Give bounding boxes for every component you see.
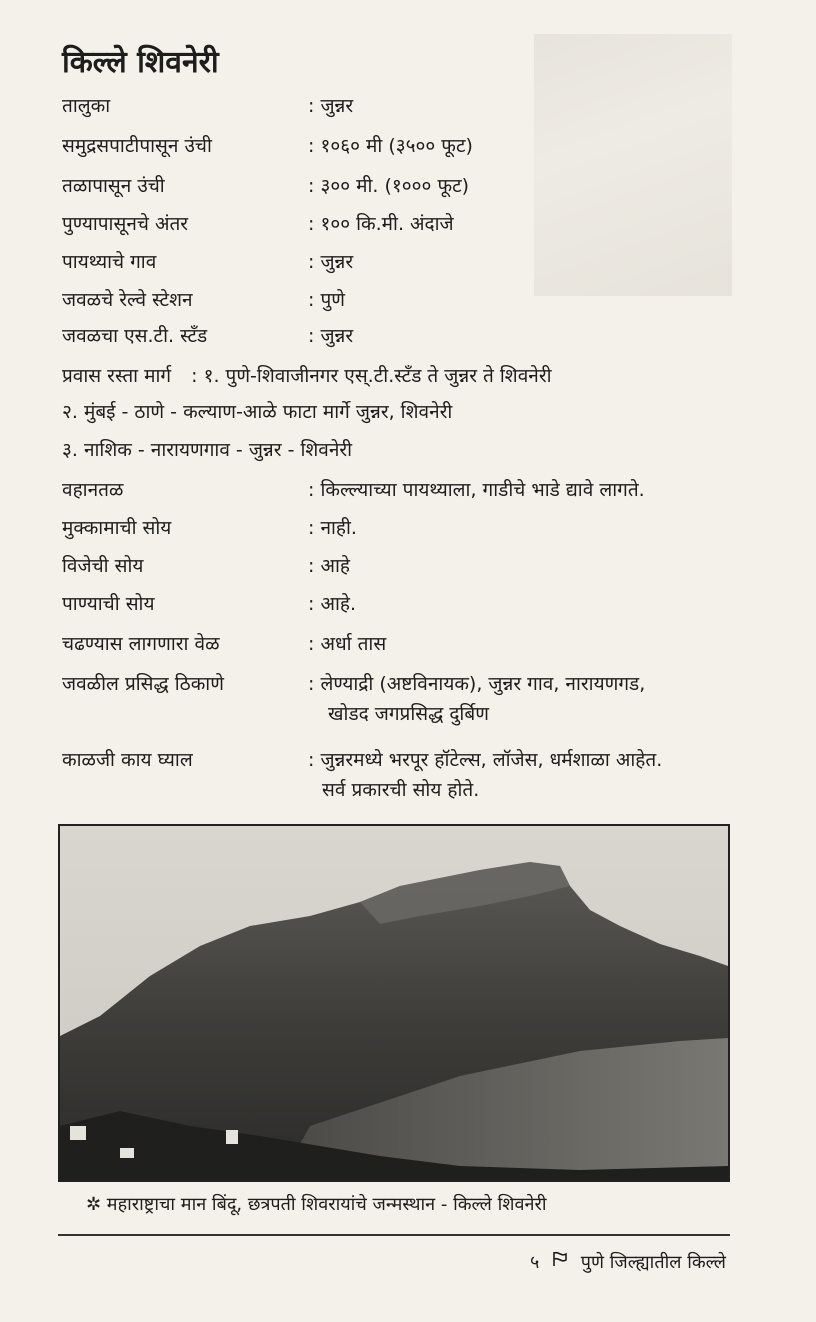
fact-label: पाण्याची सोय xyxy=(62,593,155,615)
fact-value: : आहे. xyxy=(308,593,356,615)
fact-value: : लेण्याद्री (अष्टविनायक), जुन्नर गाव, नारायणगड, xyxy=(308,673,646,695)
route-text: २. मुंबई - ठाणे - कल्याण-आळे फाटा मार्गे जुन्नर, शिवनेरी xyxy=(62,401,453,423)
photo-caption: ✲ महाराष्ट्राचा मान बिंदू, छत्रपती शिवरायांचे जन्मस्थान - किल्ले शिवनेरी xyxy=(86,1194,547,1215)
route-label: प्रवास रस्ता मार्ग xyxy=(62,365,172,387)
fact-label: जवळचे रेल्वे स्टेशन xyxy=(62,289,193,311)
fact-value: : जुन्नर xyxy=(308,95,354,117)
fact-value-continued: सर्व प्रकारची सोय होते. xyxy=(322,779,480,801)
fact-label: जवळील प्रसिद्ध ठिकाणे xyxy=(62,673,224,695)
fact-value: : किल्ल्याच्या पायथ्याला, गाडीचे भाडे द्यावे लागते. xyxy=(308,479,645,501)
route-text: : १. पुणे-शिवाजीनगर एस्.टी.स्टँड ते जुन्नर ते शिवनेरी xyxy=(191,365,552,387)
fact-value: : अर्धा तास xyxy=(308,633,387,655)
fact-label: समुद्रसपाटीपासून उंची xyxy=(62,135,212,157)
fact-value: : आहे xyxy=(308,555,350,577)
house xyxy=(226,1130,238,1144)
fact-value: : जुन्नरमध्ये भरपूर हॉटेल्स, लॉजेस, धर्मशाळा आहेत. xyxy=(308,749,663,771)
fort-hill-illustration xyxy=(60,826,728,1180)
fact-value: : जुन्नर xyxy=(308,251,354,273)
page-footer xyxy=(530,1250,726,1274)
fact-value: : पुणे xyxy=(308,289,345,311)
fact-label: काळजी काय घ्याल xyxy=(62,749,193,771)
fact-label: चढण्यास लागणारा वेळ xyxy=(62,633,220,655)
fact-value: : १०६० मी (३५०० फूट) xyxy=(308,135,473,157)
fact-value: : जुन्नर xyxy=(308,325,354,347)
route-line-1 xyxy=(62,362,552,388)
running-title: पुणे जिल्ह्यातील किल्ले xyxy=(580,1252,726,1273)
footer-rule xyxy=(58,1234,730,1236)
fort-photograph xyxy=(58,824,730,1182)
house xyxy=(120,1148,134,1158)
fact-value: : नाही. xyxy=(308,517,357,539)
bleed-through-photo xyxy=(534,34,732,296)
fact-label: मुक्कामाची सोय xyxy=(62,517,172,539)
fact-label: विजेची सोय xyxy=(62,555,144,577)
page-title: किल्ले शिवनेरी xyxy=(62,45,219,80)
route-line-2 xyxy=(62,398,452,424)
fact-value: : ३०० मी. (१००० फूट) xyxy=(308,175,470,197)
house xyxy=(70,1126,86,1140)
page-number: ५ xyxy=(529,1252,540,1273)
fact-label: पायथ्याचे गाव xyxy=(62,251,157,273)
fact-value: : १०० कि.मी. अंदाजे xyxy=(308,213,454,235)
fact-label: तालुका xyxy=(62,95,111,117)
route-line-3 xyxy=(62,436,352,462)
fact-label: पुण्यापासूनचे अंतर xyxy=(62,213,189,235)
flag-ornament-icon xyxy=(551,1250,569,1273)
fact-label: वहानतळ xyxy=(62,479,124,501)
route-text: ३. नाशिक - नारायणगाव - जुन्नर - शिवनेरी xyxy=(62,439,353,461)
fact-label: जवळचा एस.टी. स्टँड xyxy=(62,325,208,347)
fact-label: तळापासून उंची xyxy=(62,175,165,197)
fact-value-continued: खोडद जगप्रसिद्ध दुर्बिण xyxy=(328,703,489,725)
